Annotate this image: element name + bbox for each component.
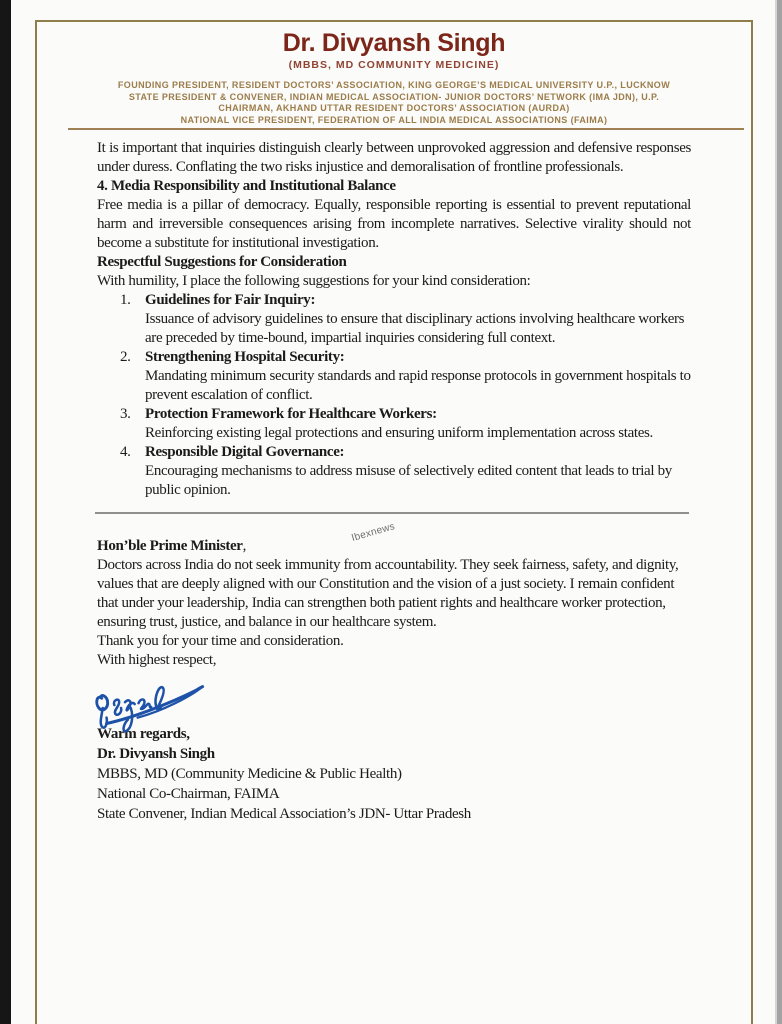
list-item	[97, 348, 691, 405]
closing-salutation	[97, 537, 691, 556]
section-media-paragraph: Free media is a pillar of democracy. Equally, responsible reporting is essential to prevent reputational harm and irreversible consequences arising from incomplete narratives. Selective virality should not become a substitute for institutional investigation.	[97, 197, 691, 251]
letterhead-credentials	[37, 80, 751, 126]
warm-regards-line: Warm regards,	[97, 726, 190, 742]
suggestions-list	[97, 291, 691, 500]
credential-line-1: FOUNDING PRESIDENT, RESIDENT DOCTORS’ ASSOCIATION, KING GEORGE’S MEDICAL UNIVERSITY U.P., LUCKNOW	[117, 80, 671, 90]
list-item	[97, 405, 691, 443]
list-item-text: Mandating minimum security standards and rapid response protocols in government hospitals to prevent escalation of conflict.	[145, 368, 691, 403]
list-item-text: Issuance of advisory guidelines to ensure that disciplinary actions involving healthcare workers are preceded by time-bound, impartial inquiries considering full context.	[145, 311, 685, 346]
signature-ink	[93, 672, 219, 742]
thanks-line: Thank you for your time and consideration.	[97, 633, 344, 649]
list-item	[97, 291, 691, 348]
photo-edge-right	[777, 0, 782, 1024]
list-item-title: Strengthening Hospital Security:	[145, 349, 345, 365]
header-divider	[68, 128, 744, 130]
signer-role-line: State Convener, Indian Medical Association’s JDN- Uttar Pradesh	[97, 806, 471, 822]
closing-divider	[95, 512, 689, 514]
paragraph-inquiries: It is important that inquiries distinguish clearly between unprovoked aggression and defensive responses under duress. Conflating the two risks injustice and demoralisation of frontline professionals.	[97, 140, 691, 175]
credential-line-4: NATIONAL VICE PRESIDENT, FEDERATION OF ALL INDIA MEDICAL ASSOCIATIONS (FAIMA)	[180, 114, 608, 125]
respect-line: With highest respect,	[97, 652, 217, 668]
list-item	[97, 443, 691, 500]
letter-body	[97, 139, 691, 824]
letterhead-header	[37, 22, 751, 126]
suggestions-heading: Respectful Suggestions for Consideration	[97, 254, 347, 270]
photo-edge-left	[0, 0, 11, 1024]
list-item-number: 3.	[120, 406, 131, 422]
suggestions-intro: With humility, I place the following suggestions for your kind consideration:	[97, 273, 531, 289]
credential-line-2: STATE PRESIDENT & CONVENER, INDIAN MEDICAL ASSOCIATION- JUNIOR DOCTORS’ NETWORK (IMA JDN), U.P.	[128, 91, 660, 102]
list-item-body	[145, 443, 691, 500]
list-item-body	[145, 405, 691, 443]
list-item-text: Reinforcing existing legal protections and ensuring uniform implementation across states.	[145, 425, 653, 441]
letterhead-degree: (MBBS, MD COMMUNITY MEDICINE)	[288, 59, 500, 71]
list-item-number: 4.	[120, 444, 131, 460]
closing-salutation-bold: Hon’ble Prime Minister	[97, 538, 243, 554]
letterhead-name: Dr. Divyansh Singh	[282, 29, 506, 57]
list-item-title: Responsible Digital Governance:	[145, 444, 345, 460]
list-item-body	[145, 348, 691, 405]
list-item-body	[145, 291, 691, 348]
signer-role-line: National Co-Chairman, FAIMA	[97, 786, 280, 802]
signer-credential-line: MBBS, MD (Community Medicine & Public Health)	[97, 766, 402, 782]
watermark-text: Ibexnews	[350, 521, 397, 544]
list-item-number: 2.	[120, 349, 131, 365]
section-media-heading: 4. Media Responsibility and Institutional Balance	[97, 178, 396, 194]
list-item-text: Encouraging mechanisms to address misuse of selectively edited content that leads to trial by public opinion.	[145, 463, 672, 498]
closing-salutation-comma: ,	[242, 538, 247, 554]
list-item-title: Guidelines for Fair Inquiry:	[145, 292, 316, 308]
closing-paragraph: Doctors across India do not seek immunity from accountability. They seek fairness, safety, and dignity, values that are deeply aligned with our Constitution and the vision of a just society. I remain confident that under your leadership, India can strengthen both patient rights and healthcare worker protection, ensuring trust, justice, and balance in our healthcare system.	[97, 557, 679, 630]
signer-name: Dr. Divyansh Singh	[97, 746, 215, 762]
credential-line-3: CHAIRMAN, AKHAND UTTAR RESIDENT DOCTORS’ ASSOCIATION (AURDA)	[218, 103, 570, 113]
list-item-title: Protection Framework for Healthcare Workers:	[145, 406, 437, 422]
letterhead-frame-right	[751, 20, 753, 1024]
signature-block	[93, 672, 691, 736]
letterhead-frame-left	[35, 20, 37, 1024]
list-item-number: 1.	[120, 292, 131, 308]
